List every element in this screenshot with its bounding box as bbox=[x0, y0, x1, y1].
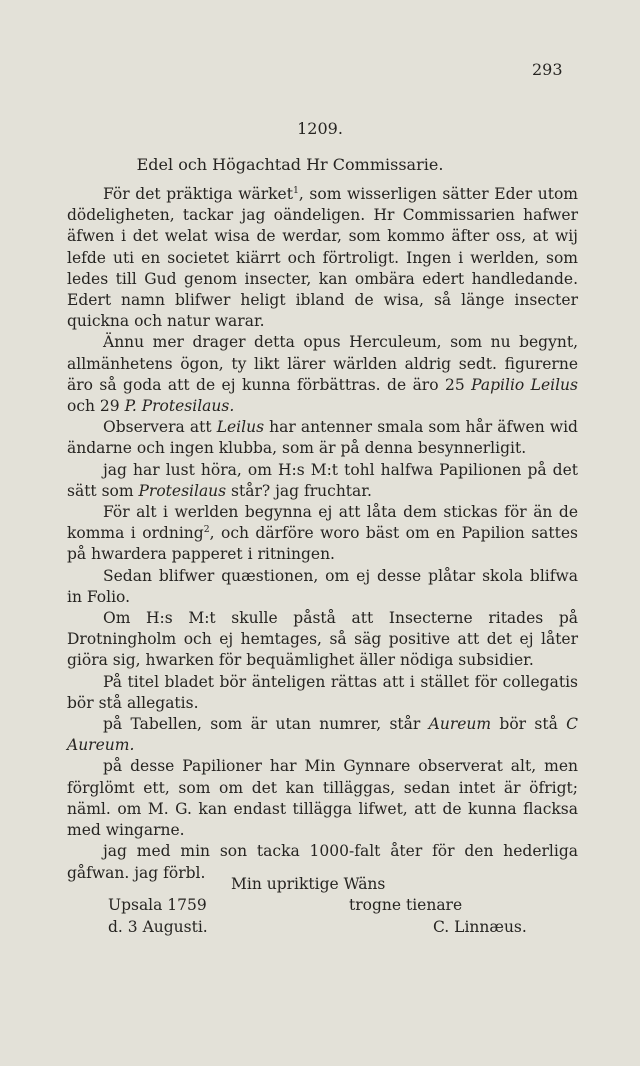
text-run: står? jag fruchtar. bbox=[226, 481, 372, 500]
signature: C. Linnæus. bbox=[433, 918, 527, 936]
closing-phrase: Min upriktige Wäns bbox=[231, 875, 386, 893]
text-run: har antenner smala som hår äfwen wid ändarne och ingen klubba, som är på denna besynnerligit. bbox=[67, 418, 578, 458]
closing-date: d. 3 Augusti. bbox=[108, 918, 208, 936]
paragraph bbox=[67, 756, 578, 841]
italic-text: Leilus bbox=[216, 418, 265, 437]
paragraph bbox=[67, 332, 578, 417]
text-run: Ännu mer drager detta opus Herculeum, som nu begynt, allmänhetens ögon, ty likt lärer wärlden aldrig sedt. figurerne äro så goda att de ej kunna förbättras. de äro 25 bbox=[67, 333, 578, 394]
closing-place: Upsala 1759 bbox=[108, 896, 207, 914]
text-run: jag har lust höra, om H:s M:t tohl halfwa Papilionen på det sätt som bbox=[67, 460, 578, 500]
paragraph bbox=[67, 566, 578, 608]
text-run: Observera att bbox=[103, 418, 217, 437]
footnote-marker: 1 bbox=[292, 184, 299, 196]
text-run: på desse Papilioner har Min Gynnare observerat alt, men förglömt ett, som om det kan tilläggas, sedan intet är öfrigt; näml. om M. G. kan endast tillägga lifwet, att de kunna flacksa med wingarne. bbox=[67, 757, 578, 840]
text-run: Sedan blifwer quæstionen, om ej desse plåtar skola blifwa in Folio. bbox=[67, 566, 578, 606]
salutation: Edel och Högachtad Hr Commissarie. bbox=[136, 155, 444, 174]
text-run: För alt i werlden begynna ej att låta dem stickas för än de komma i ordning bbox=[67, 503, 578, 543]
text-run: För det präktiga wärket bbox=[103, 185, 293, 203]
paragraph bbox=[67, 417, 578, 459]
text-run: , som wisserligen sätter Eder utom dödeligheten, tackar jag oändeligen. Hr Commissarien hafwer äfwen i det welat wisa de werdar, som kommo äfter oss, at wij lefde uti en societet kiärrt och förtroligt. Ingen i werlden, som ledes till Gud genom insecter, kan ombära edert handledande. Edert namn blifwer heligt ibland de wisa, så länge insecter quickna och natur warar. bbox=[67, 185, 578, 331]
italic-text: Papilio Leilus bbox=[471, 375, 578, 394]
closing-servant: trogne tienare bbox=[349, 896, 463, 914]
paragraph bbox=[67, 714, 578, 756]
paragraph bbox=[67, 502, 578, 566]
text-run: bör stå bbox=[491, 715, 567, 734]
italic-text: P. Protesilaus. bbox=[124, 397, 235, 416]
text-run: , och därföre woro bäst om en Papilion sattes på hwardera papperet i ritningen. bbox=[67, 524, 578, 564]
page-number: 293 bbox=[532, 60, 563, 79]
letter-number: 1209. bbox=[297, 119, 343, 138]
paragraph bbox=[67, 184, 578, 332]
italic-text: Protesilaus bbox=[138, 481, 227, 500]
paragraph bbox=[67, 460, 578, 502]
paragraph bbox=[67, 672, 578, 714]
italic-text: C Aureum. bbox=[67, 715, 579, 755]
footnote-marker: 2 bbox=[203, 524, 210, 536]
text-run: och 29 bbox=[67, 397, 125, 416]
paragraph bbox=[67, 608, 578, 672]
italic-text: Aureum bbox=[428, 715, 492, 734]
text-run: jag med min son tacka 1000-falt åter för den hederliga gåfwan. jag förbl. bbox=[67, 842, 578, 882]
text-run: på Tabellen, som är utan numrer, står bbox=[103, 715, 429, 734]
text-run: På titel bladet bör änteligen rättas att i stället för collegatis bör stå allegatis. bbox=[67, 672, 578, 712]
letter-body bbox=[67, 184, 578, 884]
text-run: Om H:s M:t skulle påstå att Insecterne ritades på Drotningholm och ej hemtages, så säg positive att det ej låter giöra sig, hwarken för bequämlighet äller nödiga subsidier. bbox=[67, 609, 578, 670]
